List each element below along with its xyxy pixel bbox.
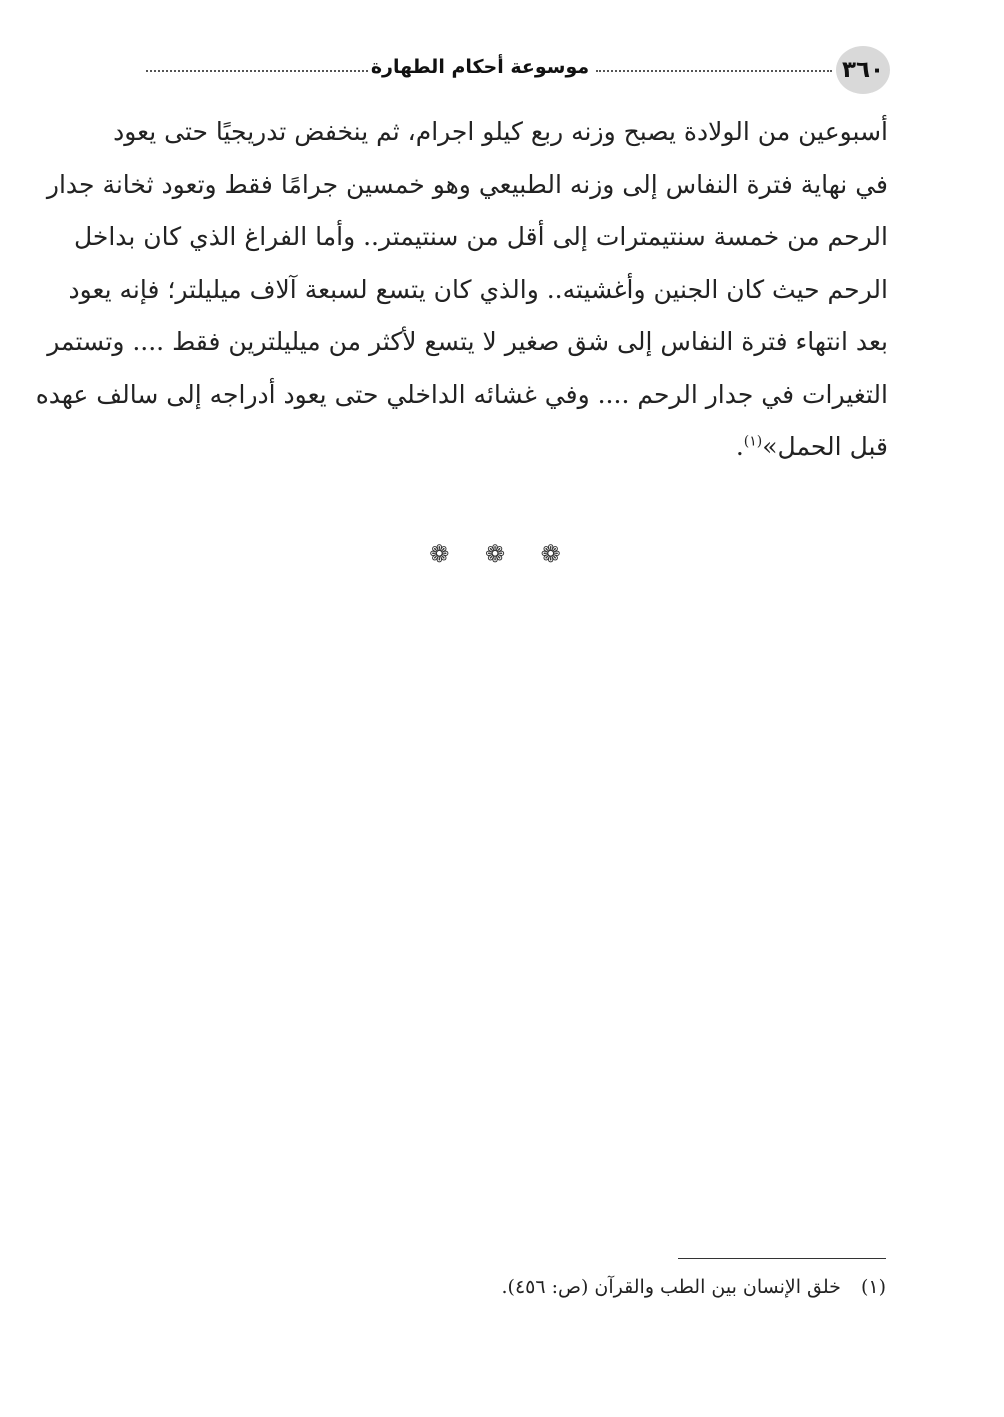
page-header [146, 46, 890, 94]
footnote-text: خلق الإنسان بين الطب والقرآن (ص: ٤٥٦). [501, 1276, 841, 1298]
footnote [501, 1276, 886, 1298]
body-line: الرحم من خمسة سنتيمترات إلى أقل من سنتيمتر.. وأما الفراغ الذي كان بداخل [73, 222, 888, 251]
header-dotted-leader-left [146, 70, 368, 72]
page-number: ٣٦٠ [836, 46, 890, 94]
body-paragraph [35, 106, 888, 474]
section-separator-ornament: ❁ ❁ ❁ [429, 540, 575, 568]
book-title: موسوعة أحكام الطهارة [370, 56, 590, 78]
header-dotted-leader-right [596, 70, 832, 72]
footnote-divider [678, 1258, 886, 1259]
footnote-reference: (١) [743, 433, 763, 450]
body-line: في نهاية فترة النفاس إلى وزنه الطبيعي وهو خمسين جرامًا فقط وتعود ثخانة جدار [46, 169, 888, 199]
body-line: الرحم حيث كان الجنين وأغشيته.. والذي كان يتسع لسبعة آلاف ميليلتر؛ فإنه يعود [68, 274, 888, 304]
body-last-line-text: قبل الحمل» [762, 432, 888, 461]
body-line: بعد انتهاء فترة النفاس إلى شق صغير لا يتسع لأكثر من ميليلترين فقط .... وتستمر [47, 327, 888, 356]
body-last-line-end: . [735, 432, 744, 461]
footnote-number: (١) [860, 1276, 886, 1298]
body-last-line [146, 421, 888, 474]
body-line: أسبوعين من الولادة يصبح وزنه ربع كيلو اجرام، ثم ينخفض تدريجيًا حتى يعود [113, 117, 888, 146]
body-line: التغيرات في جدار الرحم .... وفي غشائه الداخلي حتى يعود أدراجه إلى سالف عهده [35, 379, 888, 409]
